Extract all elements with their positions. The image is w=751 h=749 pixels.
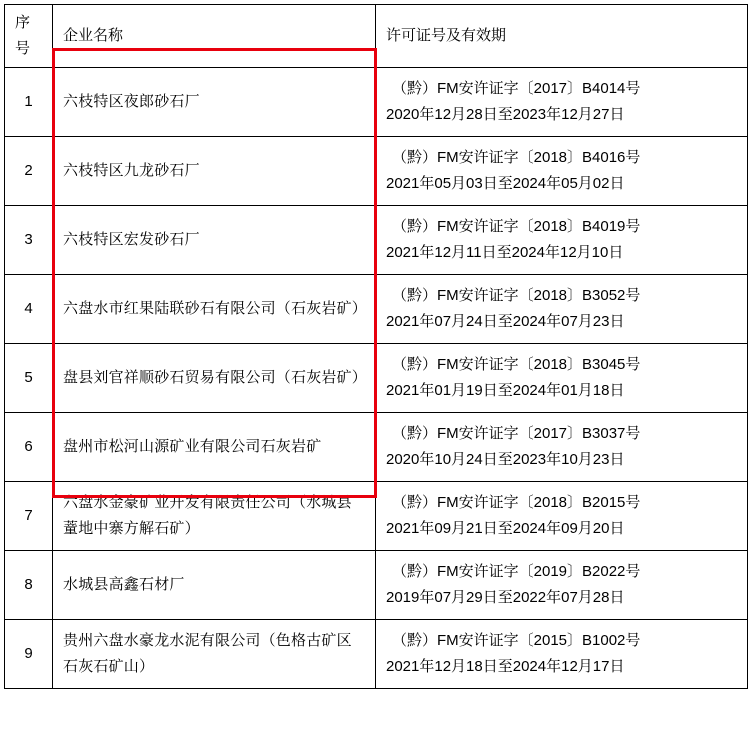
column-header-name: 企业名称 [53,5,376,68]
license-valid-period: 2019年07月29日至2022年07月28日 [386,589,625,606]
license-number: （黔）FM安许证字〔2017〕B3037号 [392,425,641,442]
cell-seq: 1 [5,68,53,137]
company-name-text: 盘县刘官祥顺砂石贸易有限公司（石灰岩矿） [63,369,368,386]
cell-seq: 6 [5,413,53,482]
cell-company-name [53,482,376,551]
company-name-text: 贵州六盘水豪龙水泥有限公司（色格古矿区石灰石矿山） [63,632,352,675]
cell-company-name [53,620,376,689]
company-name-text: 水城县高鑫石材厂 [63,576,185,593]
table-header-row [5,5,748,68]
license-number: （黔）FM安许证字〔2017〕B4014号 [392,80,641,97]
cell-company-name [53,137,376,206]
license-number: （黔）FM安许证字〔2018〕B4016号 [392,149,641,166]
cell-license [376,620,748,689]
license-valid-period: 2021年07月24日至2024年07月23日 [386,313,625,330]
cell-company-name [53,551,376,620]
table-row [5,206,748,275]
cell-seq: 3 [5,206,53,275]
cell-seq: 4 [5,275,53,344]
cell-license [376,137,748,206]
cell-seq: 8 [5,551,53,620]
table-row [5,275,748,344]
license-valid-period: 2021年05月03日至2024年05月02日 [386,175,625,192]
cell-company-name [53,413,376,482]
company-name-text: 六枝特区宏发砂石厂 [63,231,200,248]
table-row [5,68,748,137]
license-valid-period: 2021年12月11日至2024年12月10日 [386,244,624,261]
table-body [5,68,748,689]
license-table [4,4,748,689]
table-row [5,620,748,689]
cell-seq: 7 [5,482,53,551]
cell-license [376,68,748,137]
cell-license [376,551,748,620]
license-number: （黔）FM安许证字〔2018〕B3052号 [392,287,641,304]
license-number: （黔）FM安许证字〔2018〕B2015号 [392,494,641,511]
cell-company-name [53,344,376,413]
cell-company-name [53,275,376,344]
license-number: （黔）FM安许证字〔2018〕B4019号 [392,218,641,235]
license-valid-period: 2021年12月18日至2024年12月17日 [386,658,625,675]
license-number: （黔）FM安许证字〔2019〕B2022号 [392,563,641,580]
cell-license [376,275,748,344]
license-number: （黔）FM安许证字〔2015〕B1002号 [392,632,641,649]
company-name-text: 盘州市松河山源矿业有限公司石灰岩矿 [63,438,322,455]
table-row [5,344,748,413]
license-valid-period: 2020年10月24日至2023年10月23日 [386,451,625,468]
cell-seq: 9 [5,620,53,689]
license-valid-period: 2020年12月28日至2023年12月27日 [386,106,625,123]
cell-company-name [53,68,376,137]
cell-seq: 2 [5,137,53,206]
license-number: （黔）FM安许证字〔2018〕B3045号 [392,356,641,373]
table-row [5,482,748,551]
table-header [5,5,748,68]
table-row [5,413,748,482]
license-valid-period: 2021年01月19日至2024年01月18日 [386,382,625,399]
cell-license [376,344,748,413]
company-name-text: 六盘水金豪矿业开发有限责任公司（水城县蕫地中寨方解石矿） [63,494,352,537]
cell-company-name [53,206,376,275]
license-valid-period: 2021年09月21日至2024年09月20日 [386,520,625,537]
cell-license [376,482,748,551]
company-name-text: 六盘水市红果陆联砂石有限公司（石灰岩矿） [63,300,368,317]
table-row [5,551,748,620]
company-name-text: 六枝特区夜郎砂石厂 [63,93,200,110]
cell-seq: 5 [5,344,53,413]
column-header-seq: 序号 [5,5,53,68]
column-header-license: 许可证号及有效期 [376,5,748,68]
table-row [5,137,748,206]
company-name-text: 六枝特区九龙砂石厂 [63,162,200,179]
cell-license [376,206,748,275]
cell-license [376,413,748,482]
